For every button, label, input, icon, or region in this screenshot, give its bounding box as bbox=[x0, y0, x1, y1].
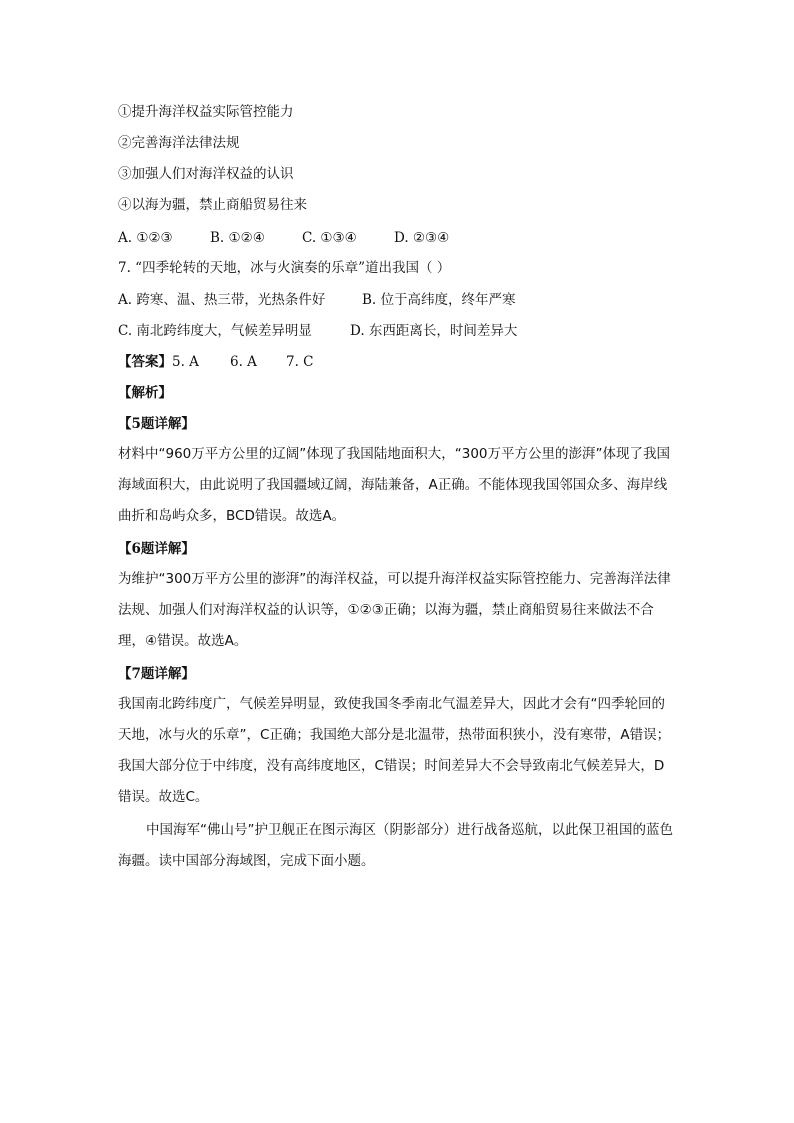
d7-heading: 【7题详解】 bbox=[118, 666, 195, 682]
d5-text: 材料中“960万平方公里的辽阔”体现了我国陆地面积大，“300万平方公里的澎湃”体现了我国海域面积大，由此说明了我国疆域辽阔，海陆兼备，A正确。不能体现我国邻国众多、海岸线曲折和岛屿众多，BCD错误。故选A。 bbox=[118, 446, 671, 524]
q7-stem: 7. “四季轮转的天地，冰与火演奏的乐章”道出我国（ ） bbox=[118, 260, 451, 276]
q7-options-row-1 bbox=[118, 291, 516, 309]
q6-statement-4: ④以海为疆，禁止商船贸易往来 bbox=[118, 197, 307, 213]
answer-line bbox=[118, 353, 314, 371]
analysis-label: 【解析】 bbox=[118, 385, 172, 401]
q7-options-row-2 bbox=[118, 322, 517, 340]
q6-statement-1: ①提升海洋权益实际管控能力 bbox=[118, 104, 294, 120]
q6-options bbox=[118, 229, 449, 247]
q6-option-c: C. ①③④ bbox=[302, 230, 357, 246]
q6-option-a: A. ①②③ bbox=[118, 230, 173, 246]
answer-5: 5. A bbox=[172, 354, 199, 370]
q7-option-c: C. 南北跨纬度大，气候差异明显 bbox=[118, 323, 312, 339]
q6-option-d: D. ②③④ bbox=[394, 230, 450, 246]
q6-statement-2: ②完善海洋法律法规 bbox=[118, 135, 240, 151]
d7-text: 我国南北跨纬度广，气候差异明显，致使我国冬季南北气温差异大，因此才会有“四季轮回的天地，冰与火的乐章”，C正确；我国绝大部分是北温带，热带面积狭小，没有寒带，A错误；我国大部分位于中纬度，没有高纬度地区，C错误；时间差异大不会导致南北气候差异大，D错误。故选C。 bbox=[118, 696, 671, 805]
d5-heading: 【5题详解】 bbox=[118, 416, 195, 432]
d6-text: 为维护“300万平方公里的澎湃”的海洋权益，可以提升海洋权益实际管控能力、完善海洋法律法规、加强人们对海洋权益的认识等，①②③正确；以海为疆，禁止商船贸易往来做法不合理，④错误。故选A。 bbox=[118, 571, 671, 649]
q7-option-a: A. 跨寒、温、热三带，光热条件好 bbox=[118, 292, 326, 308]
q6-option-b: B. ①②④ bbox=[210, 230, 265, 246]
intro-paragraph: 中国海军“佛山号”护卫舰正在图示海区（阴影部分）进行战备巡航，以此保卫祖国的蓝色海疆。读中国部分海域图，完成下面小题。 bbox=[118, 822, 673, 869]
answer-label: 【答案】 bbox=[118, 354, 172, 370]
q6-statement-3: ③加强人们对海洋权益的认识 bbox=[118, 166, 294, 182]
q7-option-b: B. 位于高纬度，终年严寒 bbox=[362, 292, 516, 308]
d6-heading: 【6题详解】 bbox=[118, 541, 195, 557]
q7-option-d: D. 东西距离长，时间差异大 bbox=[350, 323, 518, 339]
answer-7: 7. C bbox=[286, 354, 314, 370]
answer-6: 6. A bbox=[230, 354, 257, 370]
